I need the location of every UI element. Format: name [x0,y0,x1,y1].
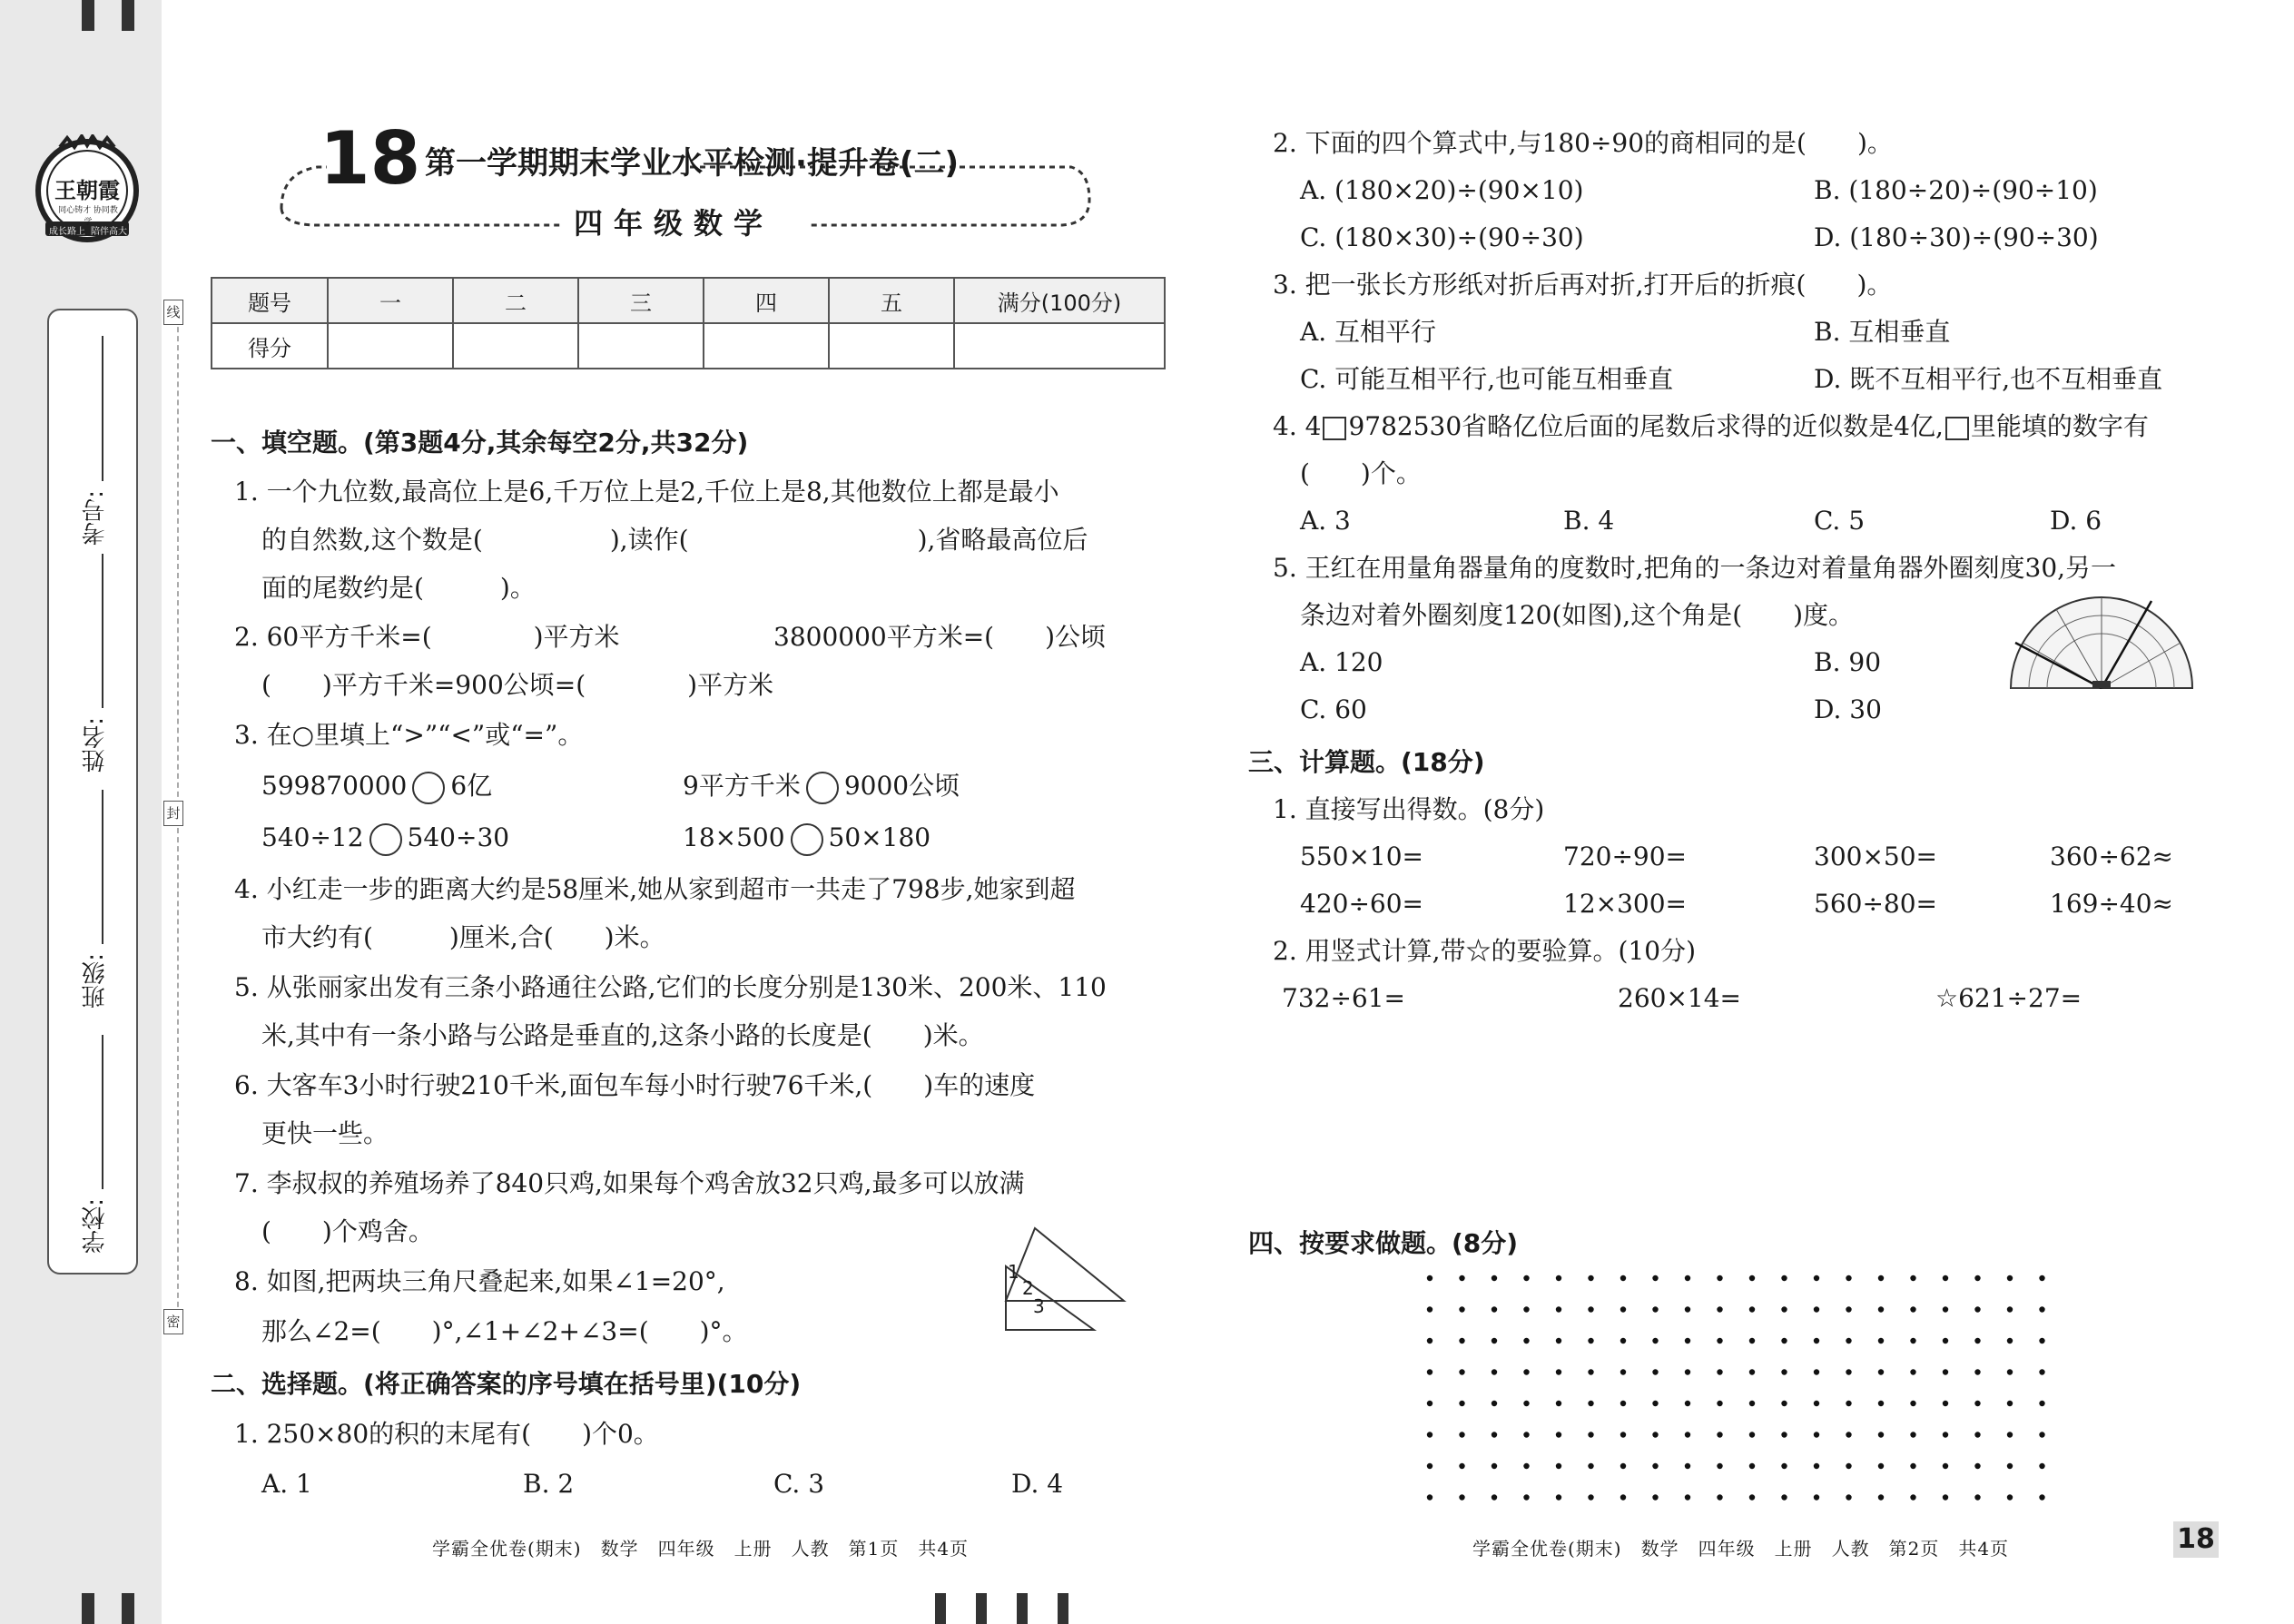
grid-dot [1974,1463,1980,1469]
score-cell: 得分 [212,323,328,369]
grid-dot [1685,1494,1690,1500]
grid-dot [1685,1275,1690,1281]
grid-dot [1556,1275,1561,1281]
grid-dot [1781,1463,1787,1469]
grid-dot [2039,1494,2044,1500]
grid-dot [1588,1463,1593,1469]
grid-dot [1523,1401,1529,1406]
banji-label: 班级: [82,953,109,1009]
grid-dot [1459,1432,1464,1437]
q2-part-a: 2. 60平方千米=( )平方米 [234,622,620,652]
grid-dot [1846,1338,1851,1343]
grid-dot [1652,1494,1658,1500]
q3-text: 3. 在○里填上“>”“<”或“=”。 [234,720,584,750]
grid-dot [1427,1338,1433,1343]
grid-dot [1749,1275,1755,1281]
xingming-label: 姓名: [82,717,109,773]
q3-compare-a [261,768,492,804]
grid-dot [1943,1432,1948,1437]
grid-dot [1652,1338,1658,1343]
grid-dot [1685,1369,1690,1374]
compare-circle[interactable] [791,823,823,856]
s3-q1-text: 1. 直接写出得数。(8分) [1273,794,1545,824]
s2-q4-opt-d: D. 6 [2050,506,2102,536]
grid-dot [1459,1306,1464,1312]
grid-dot [1910,1432,1915,1437]
grid-dot [1492,1432,1497,1437]
angle-label-1: 1 [1008,1261,1019,1283]
grid-dot [1427,1369,1433,1374]
score-cell: 四 [704,278,829,323]
section-1-title: 一、填空题。(第3题4分,其余每空2分,共32分) [211,428,749,458]
grid-dot [1717,1463,1722,1469]
grid-dot [1588,1494,1593,1500]
grid-dot [1620,1306,1626,1312]
score-cell: 满分(100分) [954,278,1165,323]
calc-item: 300×50= [1814,842,1937,871]
grid-dot [1523,1494,1529,1500]
s2-q1-opt-b: B. 2 [523,1469,575,1499]
grid-dot [1556,1306,1561,1312]
grid-dot [1588,1338,1593,1343]
score-entry[interactable] [829,323,954,369]
grid-dot [1717,1306,1722,1312]
grid-dot [1588,1432,1593,1437]
s2-q5-opt-d: D. 30 [1814,694,1882,724]
grid-dot [2007,1432,2013,1437]
grid-dot [1620,1432,1626,1437]
q4-line-1: 4. 小红走一步的距离大约是58厘米,她从家到超市一共走了798步,她家到超 [234,874,1076,904]
grid-dot [1974,1306,1980,1312]
grid-dot [1523,1369,1529,1374]
grid-dot [1943,1401,1948,1406]
calc-item: 720÷90= [1563,842,1687,871]
grid-dot [2007,1369,2013,1374]
q8-line-2: 那么∠2=( )°,∠1+∠2+∠3=( )°。 [261,1316,748,1346]
s2-q4-line-1 [1273,408,2149,445]
grid-dot [1492,1401,1497,1406]
s2-q3-opt-c: C. 可能互相平行,也可能互相垂直 [1300,364,1674,394]
score-entry[interactable] [954,323,1165,369]
grid-dot [1814,1275,1819,1281]
grid-dot [1652,1369,1658,1374]
corner-bar [122,0,134,31]
grid-dot [1717,1494,1722,1500]
grid-dot [1459,1463,1464,1469]
grid-dot [2039,1463,2044,1469]
grid-dot [1523,1432,1529,1437]
s2-q1-opt-c: C. 3 [773,1469,825,1499]
grid-dot [1846,1432,1851,1437]
grid-dot [1974,1338,1980,1343]
grid-dot [1620,1463,1626,1469]
grid-dot [1685,1463,1690,1469]
grid-dot [1846,1369,1851,1374]
grid-dot [1943,1463,1948,1469]
grid-dot [1846,1494,1851,1500]
q3-compare-b [683,768,960,804]
grid-dot [1910,1369,1915,1374]
q3-a-left: 599870000 [261,771,408,801]
q3-d-right: 50×180 [828,822,931,852]
q3-d-left: 18×500 [683,822,785,852]
grid-dot [2007,1338,2013,1343]
grid-dot [1427,1275,1433,1281]
q8-line-1: 8. 如图,把两块三角尺叠起来,如果∠1=20°, [234,1266,725,1296]
grid-dot [1652,1463,1658,1469]
grid-dot [1814,1338,1819,1343]
grid-dot [2039,1275,2044,1281]
compare-circle[interactable] [806,772,839,804]
cut-mark: 线 [163,300,183,325]
grid-dot [1910,1275,1915,1281]
grid-dot [1652,1432,1658,1437]
grid-dot [1492,1369,1497,1374]
grid-dot [2007,1275,2013,1281]
q6-line-2: 更快一些。 [261,1118,389,1148]
grid-dot [1717,1369,1722,1374]
grid-dot [1492,1494,1497,1500]
q3-b-left: 9平方千米 [683,771,801,801]
score-entry[interactable] [704,323,829,369]
logo-motto: 同心铸才 协同教学 [58,206,118,227]
score-entry[interactable] [578,323,704,369]
score-cell: 三 [578,278,704,323]
page-number: 18 [2173,1521,2219,1558]
grid-dot [1556,1369,1561,1374]
grid-dot [1749,1463,1755,1469]
grid-dot [1685,1306,1690,1312]
cut-mark: 封 [163,801,183,826]
compare-circle[interactable] [412,772,445,804]
student-info-box [47,309,138,1275]
q2-part-c: ( )平方千米=900公顷=( )平方米 [261,670,774,700]
grid-dot [1846,1306,1851,1312]
bottom-bar [935,1593,946,1624]
calc-item: 169÷40≈ [2050,889,2173,919]
angle-label-3: 3 [1033,1295,1045,1317]
corner-bar [82,0,94,31]
s2-q3-opt-a: A. 互相平行 [1300,317,1437,347]
xuexiao-line [102,1035,103,1189]
corner-bar [122,1593,134,1624]
q4-line-2: 市大约有( )厘米,合( )米。 [261,922,665,952]
s2-q3-opt-b: B. 互相垂直 [1814,317,1951,347]
triangle-figure [999,1221,1135,1339]
grid-dot [1717,1338,1722,1343]
grid-dot [1781,1306,1787,1312]
s2-q4-post: 9782530省略亿位后面的尾数后求得的近似数是4亿, [1348,411,1944,441]
q5-line-1: 5. 从张丽家出发有三条小路通往公路,它们的长度分别是130米、200米、110 [234,972,1107,1002]
section-3-title: 三、计算题。(18分) [1248,747,1485,777]
grid-dot [1620,1401,1626,1406]
grid-dot [1943,1369,1948,1374]
grid-dot [2007,1401,2013,1406]
brand-logo [33,134,142,243]
grid-dot [1749,1432,1755,1437]
grid-dot [1974,1401,1980,1406]
grid-dot [1492,1463,1497,1469]
grid-dot [1427,1463,1433,1469]
s3-q2-text: 2. 用竖式计算,带☆的要验算。(10分) [1273,936,1696,966]
s2-q3-text: 3. 把一张长方形纸对折后再对折,打开后的折痕( )。 [1273,270,1893,300]
grid-dot [1814,1463,1819,1469]
kaohao-label: 考号: [82,490,109,546]
vertical-calc-item: 732÷61= [1282,983,1405,1013]
q3-compare-c [261,820,509,856]
grid-dot [1749,1306,1755,1312]
grid-dot [2039,1401,2044,1406]
s2-q4-tail: 里能填的数字有 [1970,411,2149,441]
grid-dot [1427,1494,1433,1500]
s2-q2-opt-c: C. (180×30)÷(90÷30) [1300,222,1584,252]
s2-q4-pre: 4. 4 [1273,411,1322,441]
grid-dot [1620,1494,1626,1500]
digit-box[interactable] [1945,417,1969,440]
grid-dot [1556,1338,1561,1343]
s2-q5-opt-c: C. 60 [1300,694,1367,724]
grid-dot [1588,1306,1593,1312]
q6-line-1: 6. 大客车3小时行驶210千米,面包车每小时行驶76千米,( )车的速度 [234,1070,1036,1100]
score-cell: 一 [328,278,453,323]
grid-dot [1943,1494,1948,1500]
grid-dot [1523,1306,1529,1312]
score-entry[interactable] [453,323,578,369]
grid-dot [1846,1275,1851,1281]
calc-item: 360÷62≈ [2050,842,2173,871]
s2-q2-opt-d: D. (180÷30)÷(90÷30) [1814,222,2099,252]
score-cell: 二 [453,278,578,323]
score-value-row [212,323,1165,369]
bottom-bar [1058,1593,1068,1624]
q7-line-1: 7. 李叔叔的养殖场养了840只鸡,如果每个鸡舍放32只鸡,最多可以放满 [234,1168,1025,1198]
grid-dot [1717,1432,1722,1437]
grid-dot [1943,1338,1948,1343]
grid-dot [1814,1432,1819,1437]
logo-ribbon-left: 成长路上 [49,227,85,237]
grid-dot [1685,1401,1690,1406]
grid-dot [1685,1338,1690,1343]
grid-dot [1910,1494,1915,1500]
s2-q2-text: 2. 下面的四个算式中,与180÷90的商相同的是( )。 [1273,128,1893,158]
grid-dot [1492,1306,1497,1312]
grid-dot [1620,1275,1626,1281]
grid-dot [1459,1494,1464,1500]
grid-dot [1781,1275,1787,1281]
grid-dot [1749,1338,1755,1343]
exam-subtitle: 四年级数学 [574,206,774,241]
s2-q5-line-1: 5. 王红在用量角器量角的度数时,把角的一条边对着量角器外圈刻度30,另一 [1273,553,2117,583]
grid-dot [2007,1306,2013,1312]
protractor-figure [2006,590,2197,694]
grid-dot [1588,1401,1593,1406]
grid-dot [1459,1338,1464,1343]
digit-box[interactable] [1323,417,1346,440]
calc-item: 420÷60= [1300,889,1423,919]
footer-left: 学霸全优卷(期末) 数学 四年级 上册 人教 第1页 共4页 [432,1538,970,1560]
grid-dot [1814,1369,1819,1374]
xingming-line [102,554,103,708]
grid-dot [1846,1401,1851,1406]
exam-number: 18 [320,116,421,201]
calc-item: 550×10= [1300,842,1423,871]
grid-dot [1556,1401,1561,1406]
grid-dot [1685,1432,1690,1437]
score-cell: 题号 [212,278,328,323]
score-cell: 五 [829,278,954,323]
grid-dot [1588,1275,1593,1281]
q1-line-3: 面的尾数约是( )。 [261,573,536,603]
grid-dot [1781,1338,1787,1343]
grid-dot [1652,1401,1658,1406]
grid-dot [1652,1275,1658,1281]
grid-dot [1556,1463,1561,1469]
grid-dot [1717,1275,1722,1281]
s2-q1-opt-a: A. 1 [261,1469,312,1499]
q3-c-left: 540÷12 [261,822,364,852]
q3-compare-d [683,820,930,856]
q3-a-right: 6亿 [450,771,493,801]
grid-dot [1523,1463,1529,1469]
grid-dot [2039,1306,2044,1312]
grid-dot [1620,1338,1626,1343]
grid-dot [1910,1306,1915,1312]
grid-dot [1427,1432,1433,1437]
kaohao-line [102,336,103,481]
grid-dot [1523,1275,1529,1281]
grid-dot [1459,1275,1464,1281]
q2-part-b: 3800000平方米=( )公顷 [773,622,1107,652]
s2-q3-opt-d: D. 既不互相平行,也不互相垂直 [1814,364,2163,394]
s2-q1-opt-d: D. 4 [1011,1469,1064,1499]
grid-dot [1878,1338,1884,1343]
footer-right: 学霸全优卷(期末) 数学 四年级 上册 人教 第2页 共4页 [1472,1538,2010,1560]
grid-dot [1749,1401,1755,1406]
grid-dot [1556,1432,1561,1437]
grid-dot [1846,1463,1851,1469]
banji-line [102,790,103,944]
q7-line-2: ( )个鸡舍。 [261,1216,434,1246]
grid-dot [1878,1275,1884,1281]
grid-dot [1943,1306,1948,1312]
section-2-title: 二、选择题。(将正确答案的序号填在括号里)(10分) [211,1369,802,1399]
grid-dot [1814,1494,1819,1500]
s2-q4-opt-c: C. 5 [1814,506,1866,536]
grid-dot [1878,1369,1884,1374]
grid-dot [1814,1401,1819,1406]
q1-line-1: 1. 一个九位数,最高位上是6,千万位上是2,千位上是8,其他数位上都是最小 [234,477,1059,507]
logo-name: 王朝霞 [54,177,120,203]
grid-dot [1749,1369,1755,1374]
grid-dot [1878,1463,1884,1469]
s2-q5-line-2: 条边对着外圈刻度120(如图),这个角是( )度。 [1300,600,1855,630]
q3-b-right: 9000公顷 [843,771,960,801]
grid-dot [2039,1369,2044,1374]
grid-dot [1943,1275,1948,1281]
grid-dot [1878,1401,1884,1406]
grid-dot [1974,1494,1980,1500]
grid-dot [1523,1338,1529,1343]
xuexiao-label: 学校: [82,1198,109,1254]
angle-label-2: 2 [1022,1277,1034,1299]
vertical-calc-item: 260×14= [1618,983,1741,1013]
q3-c-right: 540÷30 [407,822,510,852]
grid-dot [2039,1338,2044,1343]
grid-dot [1427,1401,1433,1406]
score-header-row [212,278,1165,323]
q1-line-2: 的自然数,这个数是( ),读作( ),省略最高位后 [261,525,1088,555]
score-entry[interactable] [328,323,453,369]
s2-q5-opt-b: B. 90 [1814,647,1882,677]
cut-mark: 密 [163,1309,183,1334]
q5-line-2: 米,其中有一条小路与公路是垂直的,这条小路的长度是( )米。 [261,1020,984,1050]
vertical-calc-item: ☆621÷27= [1935,983,2082,1013]
s2-q2-opt-a: A. (180×20)÷(90×10) [1300,175,1584,205]
grid-dot [1588,1369,1593,1374]
score-table [211,277,1166,369]
compare-circle[interactable] [369,823,402,856]
grid-dot [1781,1494,1787,1500]
calc-item: 12×300= [1563,889,1687,919]
grid-dot [1878,1306,1884,1312]
grid-dot [1974,1369,1980,1374]
grid-dot [1814,1306,1819,1312]
section-4-title: 四、按要求做题。(8分) [1248,1228,1519,1258]
grid-dot [2007,1463,2013,1469]
corner-bar [82,1593,94,1624]
s2-q4-opt-a: A. 3 [1300,506,1351,536]
grid-dot [1910,1338,1915,1343]
grid-dot [1620,1369,1626,1374]
grid-dot [1556,1494,1561,1500]
bottom-bar [1017,1593,1028,1624]
grid-dot [1781,1401,1787,1406]
grid-dot [1717,1401,1722,1406]
grid-dot [1781,1369,1787,1374]
grid-dot [1974,1275,1980,1281]
grid-dot [2007,1494,2013,1500]
grid-dot [1910,1401,1915,1406]
grid-dot [1878,1432,1884,1437]
grid-dot [1749,1494,1755,1500]
s2-q2-opt-b: B. (180÷20)÷(90÷10) [1814,175,2098,205]
grid-dot [1459,1369,1464,1374]
s2-q5-opt-a: A. 120 [1300,647,1383,677]
logo-ribbon-right: 陪伴高大 [91,227,127,237]
s2-q4-opt-b: B. 4 [1563,506,1615,536]
grid-dot [1492,1275,1497,1281]
dot-grid[interactable] [1421,1271,2056,1502]
grid-dot [1459,1401,1464,1406]
s2-q1-text: 1. 250×80的积的末尾有( )个0。 [234,1419,659,1449]
calc-item: 560÷80= [1814,889,1937,919]
grid-dot [2039,1432,2044,1437]
grid-dot [1427,1306,1433,1312]
grid-dot [1974,1432,1980,1437]
grid-dot [1910,1463,1915,1469]
exam-title: 第一学期期末学业水平检测·提升卷(二) [425,145,959,182]
grid-dot [1652,1306,1658,1312]
grid-dot [1781,1432,1787,1437]
s2-q4-line-2: ( )个。 [1300,458,1422,488]
grid-dot [1878,1494,1884,1500]
bottom-bar [976,1593,987,1624]
grid-dot [1492,1338,1497,1343]
